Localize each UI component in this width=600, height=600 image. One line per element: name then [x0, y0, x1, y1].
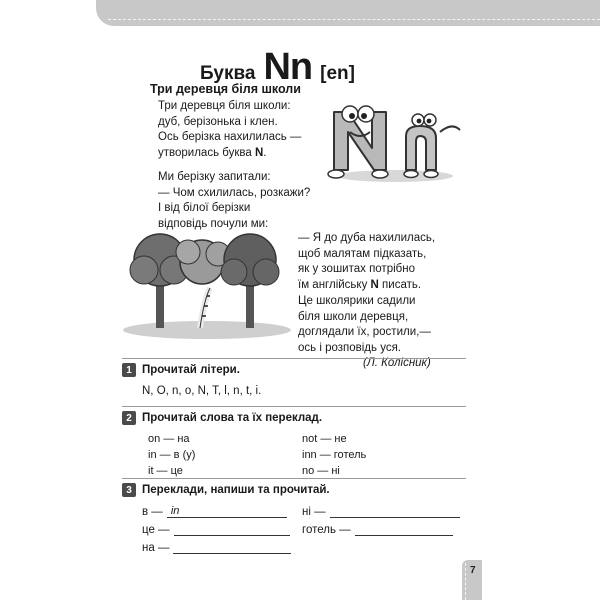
- poem-line: — Я до дуба нахилилась,: [298, 232, 436, 244]
- lesson-title: [200, 48, 460, 86]
- translation-row: [142, 504, 287, 518]
- section-divider: [122, 406, 466, 407]
- poem-author: (Л. Колісник): [363, 357, 431, 369]
- title-phonetic: [en]: [320, 63, 355, 84]
- word-pair: on — на: [148, 433, 190, 445]
- poem-line: — Чом схилилась, розкажи?: [158, 186, 311, 199]
- translation-label: це —: [142, 524, 170, 536]
- letters-sequence: N, O, n, o, N, T, l, n, t, i.: [142, 385, 262, 397]
- poem-line: Ось берізка нахилилась —: [158, 131, 302, 143]
- poem-line: їм англійську N писать.: [298, 278, 422, 291]
- translation-label: в —: [142, 506, 163, 518]
- word-pair: in — в (у): [148, 449, 196, 461]
- word-pairs-right: [302, 431, 366, 479]
- section-divider: [122, 478, 466, 479]
- exercise-title: Прочитай літери.: [142, 364, 240, 376]
- translation-row: [142, 522, 290, 536]
- poem-line: утворилась буква N.: [158, 146, 267, 159]
- answer-blank[interactable]: [167, 504, 287, 518]
- poem-title: Три деревця біля школи: [150, 82, 301, 96]
- poem-line: дуб, берізонька і клен.: [158, 115, 278, 128]
- translation-label: ні —: [302, 506, 326, 518]
- exercise-1-header: [122, 363, 240, 377]
- answer-blank[interactable]: [330, 504, 460, 518]
- page-number: 7: [470, 565, 476, 576]
- section-divider: [122, 358, 466, 359]
- exercise-title: Переклади, напиши та прочитай.: [142, 484, 330, 496]
- word-pair: it — це: [148, 465, 183, 477]
- translation-label: готель —: [302, 524, 351, 536]
- translation-row: [302, 522, 453, 536]
- answer-hint: in: [170, 505, 180, 517]
- header-band: [96, 0, 600, 26]
- poem-stanza-3: [298, 231, 435, 293]
- word-pair: inn — готель: [302, 449, 367, 461]
- poem-line: біля школи деревця,: [298, 310, 409, 323]
- answer-blank[interactable]: [173, 540, 291, 554]
- exercise-title: Прочитай слова та їх переклад.: [142, 412, 323, 424]
- translation-label: на —: [142, 542, 170, 554]
- poem-line: щоб малятам підказать,: [298, 247, 427, 260]
- three-trees-illustration: [122, 230, 292, 340]
- word-pair: no — ні: [302, 465, 340, 477]
- translation-row: [302, 504, 460, 518]
- page-number-tab: [462, 560, 482, 600]
- poem-line: доглядали їх, ростили,—: [298, 326, 431, 338]
- exercise-number-badge: 2: [122, 411, 136, 425]
- poem-line: Ми берізку запитали:: [158, 171, 271, 183]
- poem-stanza-4: [298, 294, 431, 372]
- word-pairs-left: [148, 431, 195, 479]
- poem-stanza-1: [158, 99, 301, 161]
- poem-stanza-2: [158, 170, 310, 232]
- exercise-2-header: [122, 411, 322, 425]
- title-letters: Nn: [263, 46, 313, 88]
- title-word: Буква: [200, 63, 256, 84]
- exercise-number-badge: 1: [122, 363, 136, 377]
- poem-line: І від білої берізки: [158, 202, 251, 214]
- poem-line: ось і розповідь уся.: [298, 341, 401, 354]
- poem-line: Три деревця біля школи:: [158, 100, 291, 112]
- translation-row: [142, 540, 291, 554]
- poem-line: як у зошитах потрібно: [298, 263, 415, 275]
- answer-blank[interactable]: [355, 522, 453, 536]
- answer-blank[interactable]: [174, 522, 290, 536]
- exercise-number-badge: 3: [122, 483, 136, 497]
- word-pair: not — не: [302, 433, 347, 445]
- poem-line: Це школярики садили: [298, 295, 416, 307]
- cartoon-letters-illustration: [320, 92, 470, 184]
- poem-line: відповідь почули ми:: [158, 217, 269, 230]
- exercise-3-header: [122, 483, 330, 497]
